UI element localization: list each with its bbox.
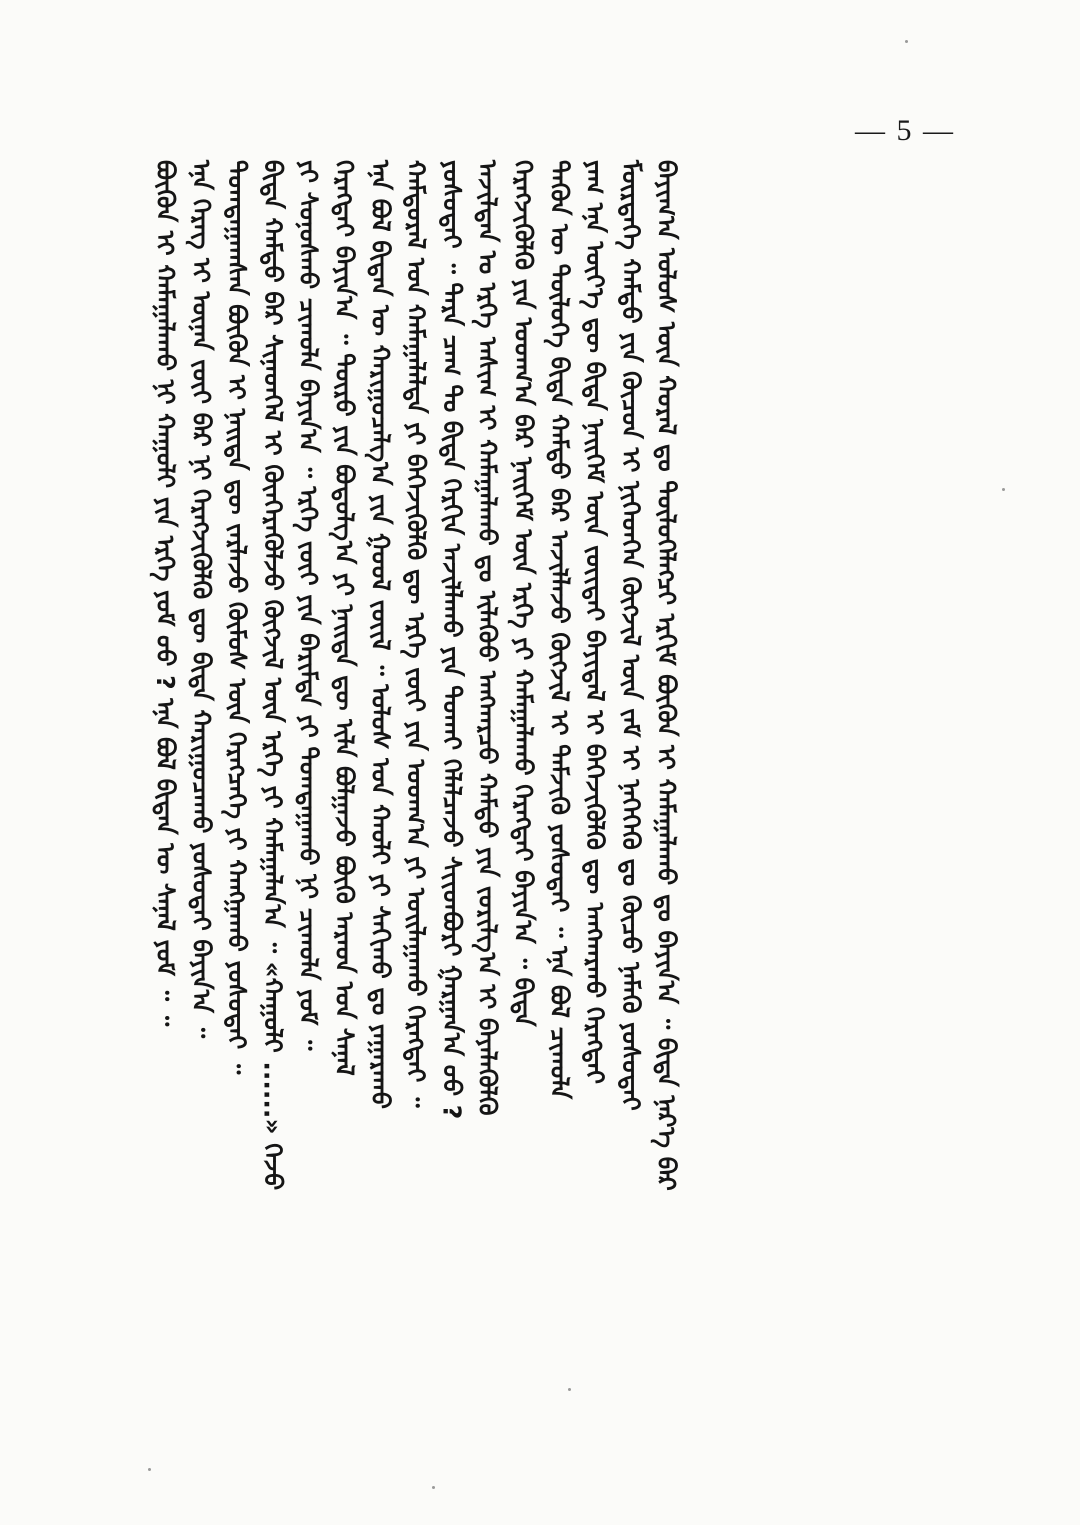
text-line: ᠪᠠᠶᠢᠭ᠎ᠠ ᠤᠯᠤᠰ ᠦᠨ ᠬᠤᠷᠠᠯ ᠳᠤ ᠲᠥᠯᠦᠭᠡᠯᠡᠭᠴᠢ ᠡᠷᠬᠢᠮ ᠪᠦᠬᠦᠨ ᠢ ᠬᠠᠮᠠᠭᠠᠯᠠᠬᠤ ᠳᠤ ᠪᠠᠶᠢᠨ᠎ᠠ ᠃ ᠪᠢᠳᠡ ᠨᠡᠷ᠎ᠡ ᠪᠠᠷ <box>652 160 682 1191</box>
scan-speck <box>432 1486 435 1489</box>
vertical-mongolian-text-block <box>148 160 978 1460</box>
text-column <box>649 160 685 1460</box>
text-column <box>434 160 470 1460</box>
text-line: ᠮᠥᠷᠲᠡᠭᠡ ᠬᠠᠮᠲᠤ ᠶᠢᠨ ᠬᠦᠴᠦᠨ ᠢ ᠨᠢᠭᠡᠳᠬᠡᠨ ᠬᠥᠭᠵᠢᠯ ᠦᠨ ᠵᠠᠮ ᠢ ᠨᠡᠭᠡᠭᠡᠬᠦ ᠳᠤ ᠬᠦᠴᠦ ᠨᠡᠮᠡᠬᠦ ᠶᠤᠰᠤᠲᠠᠢ <box>616 160 646 1111</box>
text-column <box>148 160 184 1460</box>
text-column <box>363 160 399 1460</box>
text-line: ᠶᠠᠭ ᠡᠨᠡ ᠦᠶ᠎ᠡ ᠳᠦ ᠪᠢᠳᠡ ᠨᠡᠢᠭᠡᠮ ᠦᠨ ᠵᠦᠢᠲᠡᠢ ᠪᠠᠶᠢᠳᠠᠯ ᠢ ᠪᠡᠬᠡᠵᠢᠭᠦᠯᠬᠦ ᠳᠦ ᠠᠨᠭᠬᠠᠷᠬᠤ ᠬᠡᠷᠡᠭᠲᠡᠢ <box>580 160 610 1085</box>
scan-speck <box>1002 488 1005 491</box>
text-line: ᠪᠢᠳᠡ ᠬᠠᠮᠲᠤ ᠪᠡᠷ ᠰᠢᠨᠡᠳᠬᠡᠯ ᠢ ᠭᠦᠨᠭᠡᠷᠡᠭᠦᠯᠵᠦ ᠬᠥᠭᠵᠢᠯ ᠦᠨ ᠡᠷᠬᠡ ᠶᠢ ᠬᠠᠮᠠᠭᠠᠯᠠᠨ᠎ᠠ ᠃ «ᠬᠠᠭᠤᠯᠢ ......» ᠬᠡᠵᠦ <box>258 160 288 1191</box>
text-line: ᠡᠨᠡ ᠬᠡᠷᠡᠭ ᠢ ᠦᠨᠡᠨ ᠵᠦᠢ ᠪᠠᠷ ᠨᠢ ᠬᠡᠷᠡᠭᠵᠢᠭᠦᠯᠬᠦ ᠳᠦ ᠪᠢᠳᠡ ᠬᠠᠷᠢᠭᠤᠴᠠᠬᠤ ᠶᠤᠰᠤᠲᠠᠢ ᠪᠠᠶᠢᠨ᠎ᠠ ᠃ <box>186 160 216 1039</box>
text-column <box>542 160 578 1460</box>
text-line: ᠶᠢ ᠰᠣᠨᠣᠰᠬᠤ ᠴᠢᠬᠤᠯᠠ ᠪᠠᠶᠢᠨ᠎ᠠ ᠃ ᠡᠷᠬᠡ ᠵᠦᠢ ᠶᠢᠨ ᠪᠠᠷᠢᠮᠲᠠ ᠶᠢ ᠲᠣᠭᠲᠠᠭᠠᠬᠤ ᠨᠢ ᠴᠢᠬᠤᠯᠠ ᠶᠤᠮ ᠃ <box>294 160 324 1051</box>
text-column <box>184 160 220 1460</box>
text-column <box>578 160 614 1460</box>
text-line: ᠠᠵᠢᠯᠲᠠᠨ ᠤ ᠡᠷᠬᠡ ᠠᠰᠢᠭ ᠢ ᠬᠠᠮᠠᠭᠠᠯᠠᠬᠤ ᠳᠤ ᠢᠯᠡᠭᠦᠦ ᠠᠩᠬᠠᠷᠴᠤ ᠬᠠᠮᠲᠤ ᠶᠢᠨ ᠵᠣᠷᠢᠯᠭ᠎ᠠ ᠢ ᠪᠡᠶᠡᠯᠡᠭᠦᠯᠬᠦ <box>473 160 503 1116</box>
scan-speck <box>568 1388 571 1391</box>
text-column <box>399 160 435 1460</box>
text-column <box>327 160 363 1460</box>
text-column <box>506 160 542 1460</box>
text-line: ᠬᠡᠷᠡᠭᠲᠡᠢ ᠪᠠᠶᠢᠨ᠎ᠠ ᠃ ᠲᠥᠷᠥ ᠶᠢᠨ ᠪᠣᠳᠣᠯᠭ᠎ᠠ ᠶᠢ ᠨᠡᠢᠲᠡ ᠳᠦ ᠢᠯᠡ ᠪᠣᠯᠭᠠᠵᠤ ᠪᠦᠬᠦ ᠠᠷᠠᠳ ᠤᠨ ᠰᠠᠨᠠᠯ <box>329 160 359 1076</box>
text-line: ᠬᠡᠷᠡᠭᠵᠢᠭᠦᠯᠬᠦ ᠶᠢᠨ ᠤᠳᠬ᠎ᠠ ᠪᠠᠷ ᠨᠡᠢᠭᠡᠮ ᠦᠨ ᠡᠷᠬᠡ ᠶᠢ ᠬᠠᠮᠠᠭᠠᠯᠠᠬᠤ ᠬᠡᠷᠡᠭᠲᠡᠢ ᠪᠠᠶᠢᠨ᠎ᠠ ᠃ ᠪᠢᠳᠡ <box>508 160 538 1027</box>
text-line: ᠪᠦᠬᠦᠨ ᠢ ᠬᠠᠮᠠᠭᠠᠯᠠᠬᠤ ᠨᠢ ᠬᠠᠭᠤᠯᠢ ᠶᠢᠨ ᠡᠷᠬᠡ ᠶᠤᠮ ᠤᠤ ? ᠡᠨᠡ ᠪᠣᠯ ᠪᠢᠳᠡᠨ ᠦ ᠰᠠᠨᠠᠯ ᠶᠤᠮ ᠃ ᠃ <box>151 160 180 1027</box>
text-column <box>470 160 506 1460</box>
text-column <box>291 160 327 1460</box>
text-line: ᠡᠨᠡ ᠪᠣᠯ ᠪᠢᠳᠡᠨ ᠦ ᠬᠠᠷᠢᠭᠤᠴᠠᠯᠭ᠎ᠠ ᠶᠢᠨ ᠭᠣᠣᠯ ᠵᠦᠢᠯ ᠃ ᠤᠯᠤᠰ ᠤᠨ ᠬᠠᠤᠯᠢ ᠶᠢ ᠰᠠᠬᠢᠬᠤ ᠳᠤ ᠶᠠᠭᠠᠷᠠᠬᠤ <box>365 160 395 1110</box>
page-number: — 5 — <box>855 114 955 147</box>
text-column <box>613 160 649 1460</box>
scan-speck <box>905 40 908 43</box>
text-line: ᠬᠠᠮᠲᠤᠷᠠᠯ ᠤᠨ ᠬᠠᠮᠠᠭᠠᠯᠠᠯᠲᠠ ᠶᠢ ᠪᠡᠬᠡᠵᠢᠭᠦᠯᠬᠦ ᠳᠦ ᠡᠷᠬᠡ ᠵᠦᠢ ᠶᠢᠨ ᠤᠳᠬ᠎ᠠ ᠶᠢ ᠤᠢᠯᠠᠭᠠᠬᠤ ᠬᠡᠷᠡᠭᠲᠡᠢ ᠃ <box>401 160 431 1108</box>
text-line: ᠲᠡᠭᠦᠨ ᠦ ᠲᠥᠯᠦᠭᠡ ᠪᠢᠳᠡ ᠬᠠᠮᠲᠤ ᠪᠡᠷ ᠠᠵᠢᠯᠯᠠᠵᠤ ᠬᠥᠭᠵᠢᠯ ᠢ ᠳᠡᠮᠵᠢᠬᠦ ᠶᠤᠰᠤᠲᠠᠢ ᠃ ᠡᠨᠡ ᠪᠣᠯ ᠴᠢᠬᠤᠯᠠ <box>544 160 574 1100</box>
text-line: ᠶᠤᠰᠤᠲᠠᠢ ᠃ ᠲᠡᠷᠡ ᠴᠠᠭ ᠲᠤ ᠪᠢᠳᠡ ᠬᠡᠷᠬᠢᠨ ᠠᠵᠢᠯᠯᠠᠬᠤ ᠶᠢᠨ ᠲᠤᠬᠠᠢ ᠬᠡᠯᠡᠯᠴᠡᠵᠦ ᠰᠢᠢᠳᠪᠦᠷᠢ ᠭᠠᠷᠭᠠᠨ᠎ᠠ ᠤᠤ ? <box>437 160 467 1120</box>
text-column <box>255 160 291 1460</box>
text-column <box>220 160 256 1460</box>
text-line: ᠲᠣᠭᠲᠠᠭᠠᠭᠰᠠᠨ ᠪᠦᠬᠦᠨ ᠢ ᠨᠡᠢᠲᠡ ᠳᠦ ᠵᠠᠷᠯᠠᠵᠤ ᠬᠥᠮᠦᠰ ᠦᠨ ᠬᠡᠷᠡᠭᠴᠡᠭᠡ ᠶᠢ ᠬᠠᠩᠭᠠᠬᠤ ᠶᠤᠰᠤᠲᠠᠢ ᠃ <box>222 160 252 1075</box>
scan-speck <box>148 1468 151 1471</box>
